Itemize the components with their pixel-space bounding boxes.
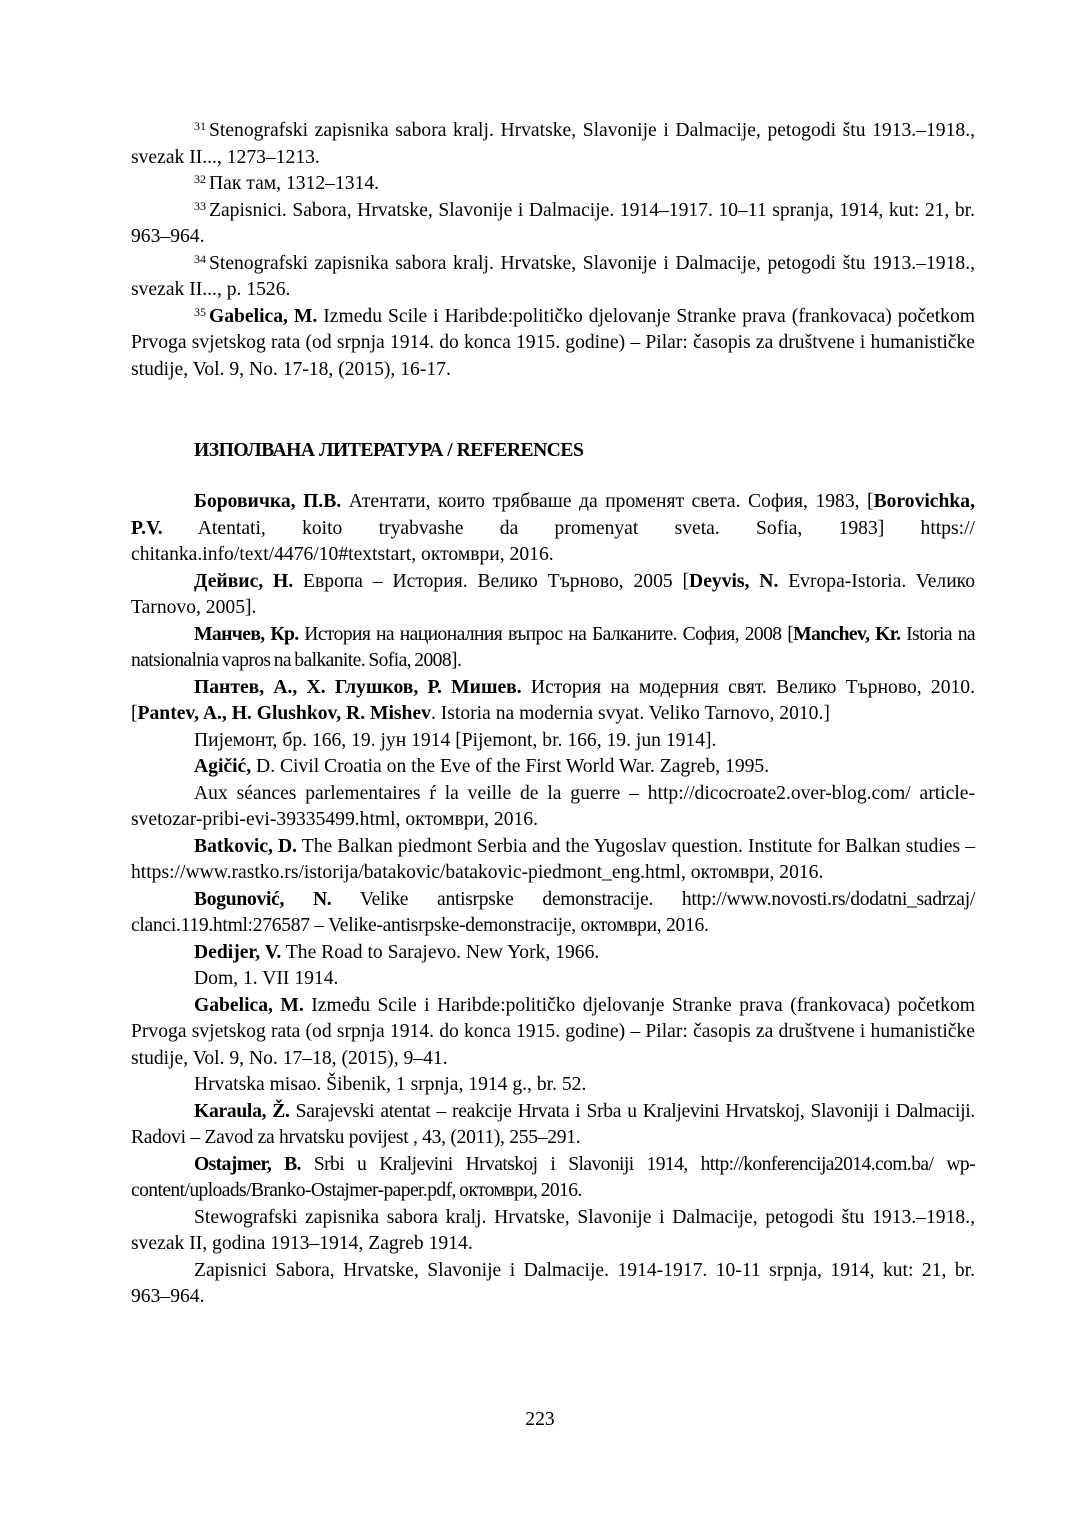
reference-text: Evropa-Istoria. Veлико Tarnovo, 2005]. — [131, 570, 976, 618]
reference-text: Stewografski zapisnika sabora kralj. Hrvatske, Slavonije i Dalmacije, petogodi štu 1913.–1918., svezak II, godina 1913–1914, Zagreb 1914. — [131, 1206, 975, 1254]
footnote-32 — [131, 171, 975, 198]
reference-author: Manchev, Kr. — [793, 623, 901, 645]
reference-author: Пантев, А., Х. Глушков, Р. Мишев. — [194, 676, 522, 698]
reference-item — [131, 1258, 975, 1311]
reference-item — [131, 728, 975, 755]
reference-item — [131, 622, 975, 675]
reference-text: История на модерния свят. Велико Търново, 2010. [ — [131, 676, 975, 724]
reference-item — [131, 993, 975, 1073]
footnote-author: Gabelica, M. — [209, 305, 318, 327]
footnote-text: Пак там, 1312–1314. — [209, 173, 380, 194]
footnote-35 — [131, 304, 975, 384]
reference-text: Пијемонт, бр. 166, 19. јун 1914 [Pijemont, br. 166, 19. jun 1914]. — [194, 729, 717, 751]
reference-list — [131, 489, 975, 1311]
reference-item — [131, 940, 975, 967]
reference-text: Između Scile i Haribde:političko djelovanje Stranke prava (frankovaca) početkom Prvoga svjetskog rata (od srpnja 1914. do konca 1915. godine) – Pilar: časopis za društvene i humanističke studije, Vol. 9, No. 17–18, (2015), 9–41. — [131, 994, 976, 1069]
reference-author: Karaula, Ž. — [194, 1100, 290, 1122]
reference-author: Ostajmer, B. — [194, 1153, 301, 1175]
reference-text: Dom, 1. VII 1914. — [194, 968, 339, 989]
page-body — [131, 118, 976, 1307]
footnote-text: Izmedu Scile i Haribde:političko djelovanje Stranke prava (frankovaca) početkom Prvoga svjetskog rata (od srpnja 1914. do konca 1915. godine) – Pilar: časopis za društvene i humanističke studije, Vol. 9, No. 17-18, (2015), 16-17. — [131, 305, 976, 380]
reference-item — [131, 569, 975, 622]
reference-author: Манчев, Кр. — [194, 623, 299, 645]
reference-text: . Istoria na modernia svyat. Veliko Tarnovo, 2010.] — [430, 703, 830, 724]
reference-item — [131, 754, 975, 781]
footnote-number: 34 — [194, 251, 206, 266]
reference-item — [131, 966, 975, 993]
reference-text: Zapisnici Sabora, Hrvatske, Slavonije i Dalmacije. 1914-1917. 10-11 srpnja, 1914, kut: 21, br. 963–964. — [131, 1259, 975, 1307]
reference-author: Dedijer, V. — [194, 941, 282, 963]
reference-author: Боровичка, П.В. — [194, 491, 342, 512]
reference-text: Европа – История. Велико Търново, 2005 [ — [293, 570, 690, 592]
reference-item — [131, 675, 975, 728]
reference-text: Атентати, които трябваше да променят света. София, 1983, [ — [341, 491, 874, 512]
footnote-text: Stenografski zapisnika sabora kralj. Hrvatske, Slavonije i Dalmacije, petogodi štu 1913.–1918., svezak II..., p. 1526. — [131, 252, 975, 300]
reference-author: Batkovic, D. — [194, 835, 298, 857]
reference-item — [131, 1072, 975, 1099]
reference-text: The Balkan piedmont Serbia and the Yugoslav question. Institute for Balkan studies – https://www.rastko.rs/istorija/batakovic/batakovic-piedmont_eng.html, октомври, 2016. — [131, 835, 975, 883]
reference-author: Gabelica, M. — [194, 994, 304, 1016]
reference-author: Agičić, — [194, 756, 252, 777]
footnote-number: 31 — [194, 119, 206, 133]
footnotes — [131, 118, 975, 383]
footnote-number: 35 — [194, 304, 206, 319]
reference-text: D. Civil Croatia on the Eve of the First World War. Zagreb, 1995. — [251, 756, 770, 777]
reference-text: Atentati, koito tryabvashe da promenyat sveta. Sofia, 1983] https:// chitanka.info/text/4476/10#textstart, октомври, 2016. — [131, 517, 975, 565]
reference-author: Дейвис, Н. — [194, 570, 294, 592]
footnote-number: 32 — [194, 172, 206, 186]
footnote-33 — [131, 198, 975, 251]
reference-item — [131, 1205, 975, 1258]
reference-text: Aux séances parlementaires ŕ la veille de la guerre – http://dicocroate2.over-blog.com/ article-svetozar-pribi-evi-39335499.html, октомври, 2016. — [131, 782, 975, 830]
reference-text: The Road to Sarajevo. New York, 1966. — [281, 941, 600, 963]
reference-text: Hrvatska misao. Šibenik, 1 srpnja, 1914 g., br. 52. — [194, 1074, 587, 1095]
reference-author: Deyvis, N. — [689, 570, 779, 592]
footnote-31 — [131, 118, 975, 171]
footnote-34 — [131, 251, 975, 304]
reference-text: История на националния въпрос на Балканите. София, 2008 [ — [298, 623, 794, 645]
reference-item — [131, 1099, 975, 1152]
reference-item — [131, 781, 975, 834]
reference-text: Srbi u Kraljevini Hrvatskoj i Slavoniji 1914, http://konferencija2014.com.ba/ wp-content/uploads/Branko-Ostajmer-paper.pdf, октомври, 2016. — [131, 1153, 975, 1201]
reference-text: Sarajevski atentat – reakcije Hrvata i Srba u Kraljevini Hrvatskoj, Slavoniji i Dalmaciji. Radovi – Zavod za hrvatsku povijest , 43, (2011), 255–291. — [131, 1100, 975, 1148]
page-number: 223 — [525, 1409, 555, 1430]
references-heading: ИЗПОЛВАНА ЛИТЕРАТУРА / REFERENCES — [194, 440, 584, 461]
reference-item — [131, 489, 975, 569]
footnote-text: Zapisnici. Sabora, Hrvatske, Slavonije i Dalmacije. 1914–1917. 10–11 spranja, 1914, kut: 21, br. 963–964. — [131, 199, 975, 247]
reference-item — [131, 1152, 975, 1205]
reference-item — [131, 834, 975, 887]
footnote-number: 33 — [194, 198, 206, 213]
reference-text: Istoria na natsionalnia vapros na balkanite. Sofia, 2008]. — [131, 623, 976, 671]
reference-text: Velike antisrpske demonstracije. http://www.novosti.rs/dodatni_sadrzaj/ clanci.119.html:276587 – Velike-antisrpske-demonstracije, октомври, 2016. — [131, 888, 975, 936]
reference-author: Borovichka, P.V. — [131, 491, 975, 539]
footnote-text: Stenografski zapisnika sabora kralj. Hrvatske, Slavonije i Dalmacije, petogodi štu 1913.–1918., svezak II..., 1273–1213. — [131, 120, 975, 168]
reference-item — [131, 887, 975, 940]
reference-author: Bogunović, N. — [194, 888, 332, 910]
reference-author: Pantev, A., H. Glushkov, R. Mishev — [137, 703, 431, 724]
